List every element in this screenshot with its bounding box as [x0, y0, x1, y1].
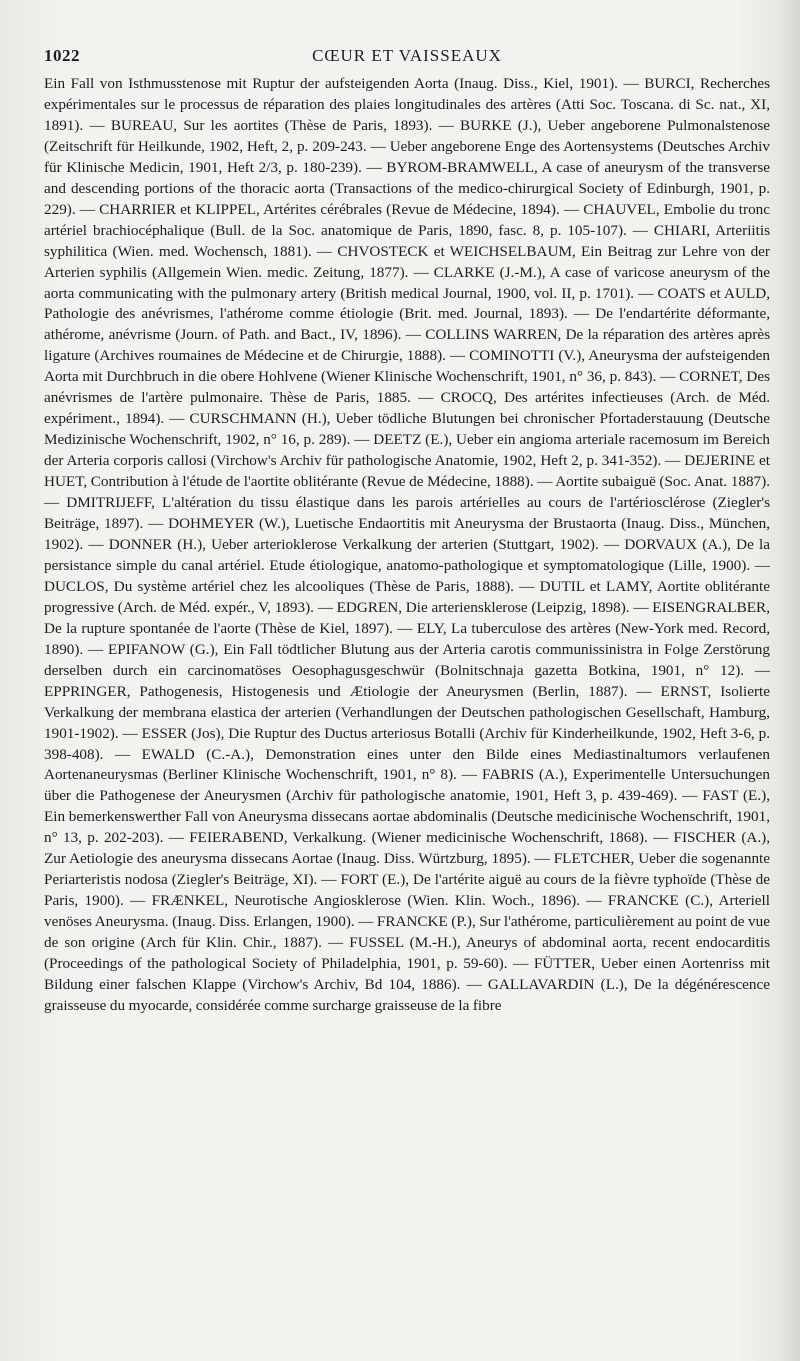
page-header [44, 40, 770, 74]
bibliography-text: Ein Fall von Isthmusstenose mit Ruptur der aufsteigenden Aorta (Inaug. Diss., Kiel, 1901). — BURCI, Recherches expérimentales sur le processus de réparation des plaies longitudinales des artères (Atti Soc. Toscana. di Sc. nat., XI, 1891). — BUREAU, Sur les aortites (Thèse de Paris, 1893). — BURKE (J.), Ueber angeborene Pulmonalstenose (Zeitschrift für Heilkunde, 1902, Heft, 2, p. 209-243. — Ueber angeborene Enge des Aortensystems (Deutsches Archiv für Klinische Medicin, 1901, Heft 2/3, p. 180-239). — BYROM-BRAMWELL, A case of aneurysm of the transverse and descending portions of the thoracic aorta (Transactions of the medico-chirurgical Society of Edinburgh, 1901, p. 229). — CHARRIER et KLIPPEL, Artérites cérébrales (Revue de Médecine, 1894). — CHAUVEL, Embolie du tronc artériel brachiocéphalique (Bull. de la Soc. anatomique de Paris, 1890, fasc. 8, p. 105-107). — CHIARI, Arteriitis syphilitica (Wien. med. Wochensch, 1881). — CHVOSTECK et WEICHSELBAUM, Ein Beitrag zur Lehre von der Arterien syphilis (Allgemein Wien. medic. Zeitung, 1877). — CLARKE (J.-M.), A case of varicose aneurysm of the aorta communicating with the pulmonary artery (British medical Journal, 1900, vol. II, p. 1701). — COATS et AULD, Pathologie des anévrismes, l'athérome comme étiologie (Brit. med. Journal, 1893). — De l'endartérite déformante, athérome, anévrisme (Journ. of Path. and Bact., IV, 1896). — COLLINS WARREN, De la réparation des artères après ligature (Archives roumaines de Médecine et de Chirurgie, 1888). — COMINOTTI (V.), Aneurysma der aufsteigenden Aorta mit Durchbruch in die obere Hohlvene (Wiener Klinische Wochenschrift, 1901, n° 36, p. 843). — CORNET, Des anévrismes de l'artère pulmonaire. Thèse de Paris, 1885. — CROCQ, Des artérites infectieuses (Arch. de Méd. expériment., 1894). — CURSCHMANN (H.), Ueber tödliche Blutungen bei chronischer Pfortaderstauung (Deutsche Medizinische Wochenschrift, 1902, n° 16, p. 289). — DEETZ (E.), Ueber ein angioma arteriale racemosum im Bereich der Arteria corporis callosi (Virchow's Archiv für pathologische Anatomie, 1902, Heft 2, p. 341-352). — DEJERINE et HUET, Contribution à l'étude de l'aortite oblitérante (Revue de Médecine, 1888). — Aortite subaiguë (Soc. Anat. 1887). — DMITRIJEFF, L'altération du tissu élastique dans les parois artérielles au cours de l'artériosclérose (Ziegler's Beiträge, 1897). — DOHMEYER (W.), Luetische Endaortitis mit Aneurysma der Brustaorta (Inaug. Diss., München, 1902). — DONNER (H.), Ueber arterioklerose Verkalkung der arterien (Stuttgart, 1902). — DORVAUX (A.), De la persistance simple du canal artériel. Etude étiologique, anatomo-pathologique et symptomatologique (Lille, 1900). — DUCLOS, Du système artériel chez les alcooliques (Thèse de Paris, 1888). — DUTIL et LAMY, Aortite oblitérante progressive (Arch. de Méd. expér., V, 1893). — EDGREN, Die arteriensklerose (Leipzig, 1898). — EISENGRALBER, De la rupture spontanée de l'aorte (Thèse de Kiel, 1897). — ELY, La tuberculose des artères (New-York med. Record, 1890). — EPIFANOW (G.), Ein Fall tödtlicher Blutung aus der Arteria carotis communissinistra in Folge Zerstörung derselben durch ein carcinomatöses Oesophagusgeschwür (Bolnitschnaja gazetta Botkina, 1901, n° 12). — EPPRINGER, Pathogenesis, Histogenesis und Ætiologie der Aneurysmen (Berlin, 1887). — ERNST, Isolierte Verkalkung der membrana elastica der arterien (Verhandlungen der Deutschen pathologischen Gesellschaft, Hamburg, 1901-1902). — ESSER (Jos), Die Ruptur des Ductus arteriosus Botalli (Archiv für Kinderheilkunde, 1902, Heft 3-6, p. 398-408). — EWALD (C.-A.), Demonstration eines unter den Bilde eines Mediastinaltumors verlaufenen Aortenaneurysmas (Berliner Klinische Wochenschrift, 1901, n° 8). — FABRIS (A.), Experimentelle Untersuchungen über die Pathogenese der Aneurysmen (Archiv für pathologische anatomie, 1901, Heft 3, p. 439-469). — FAST (E.), Ein bemerkenswerther Fall von Aneurysma dissecans aortae abdominalis (Deutsche medicinische Wochenschrift, 1901, n° 13, p. 202-203). — FEIERABEND, Verkalkung. (Wiener medicinische Wochenschrift, 1868). — FISCHER (A.), Zur Aetiologie des aneurysma dissecans Aortae (Inaug. Diss. Würtzburg, 1895). — FLETCHER, Ueber die sogenannte Periarteristis nodosa (Ziegler's Beiträge, XI). — FORT (E.), De l'artérite aiguë au cours de la fièvre typhoïde (Thèse de Paris, 1900). — FRÆNKEL, Neurotische Angiosklerose (Wien. Klin. Woch., 1896). — FRANCKE (C.), Arteriell venöses Aneurysma. (Inaug. Diss. Erlangen, 1900). — FRANCKE (P.), Sur l'athérome, particulièrement au point de vue de son origine (Arch für Klin. Chir., 1887). — FUSSEL (M.-H.), Aneurys of abdominal aorta, recent endocarditis (Proceedings of the pathological Society of Philadelphia, 1901, p. 59-60). — FÜTTER, Ueber einen Aortenriss mit Bildung einer falschen Klappe (Virchow's Archiv, Bd 104, 1886). — GALLAVARDIN (L.), De la dégénérescence graisseuse du myocarde, considérée comme surcharge graisseuse de la fibre [44, 75, 774, 1014]
page-number: 1022 [44, 46, 80, 65]
running-title: CŒUR ET VAISSEAUX [312, 46, 502, 65]
page-edge-shadow [778, 0, 800, 1361]
